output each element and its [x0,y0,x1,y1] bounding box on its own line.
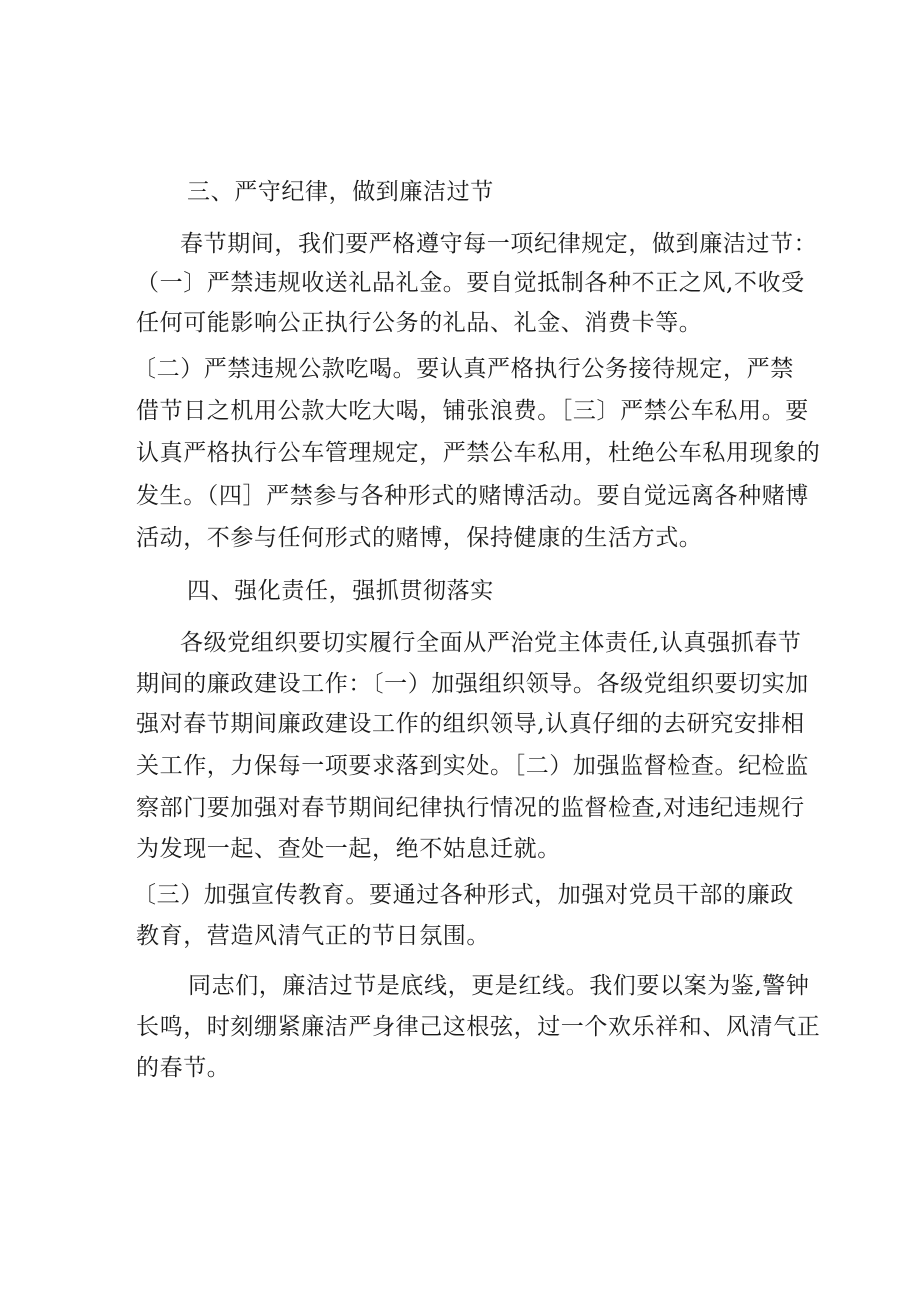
paragraph-line: 长鸣，时刻绷紧廉洁严身律己这根弦，过一个欢乐祥和、风清气正 [136,1014,821,1040]
paragraph-line: 各级党组织要切实履行全面从严治党主体责任,认真强抓春节 [180,630,802,656]
paragraph-line: 的春节。 [136,1055,231,1081]
paragraph-line: 活动，不参与任何形式的赌博，保持健康的生活方式。 [136,525,703,551]
paragraph-line: 春节期间，我们要严格遵守每一项纪律规定，做到廉洁过节： [180,231,818,257]
paragraph-line: 借节日之机用公款大吃大喝，铺张浪费。［三〕严禁公车私用。要 [136,398,809,424]
paragraph-line: 强对春节期间廉政建设工作的组织领导,认真仔细的去研究安排相 [136,711,805,737]
paragraph-line: 为发现一起、查处一起，绝不姑息迁就。 [136,836,561,862]
paragraph-line: 教育，营造风清气正的节日氛围。 [136,923,490,949]
section-heading-4: 四、强化责任，强抓贯彻落实 [187,578,494,604]
paragraph-line: 〔二）严禁违规公款吃喝。要认真严格执行公务接待规定，严禁 [133,356,794,382]
paragraph-line: 认真严格执行公车管理规定，严禁公车私用，杜绝公车私用现象的 [136,440,821,466]
paragraph-line: （一〕严禁违规收送礼品礼金。要自觉抵制各种不正之风,不收受 [136,270,805,296]
paragraph-line: 发生。（四］严禁参与各种形式的赌博活动。要自觉远离各种赌博 [136,483,809,509]
paragraph-line: 同志们，廉洁过节是底线，更是红线。我们要以案为鉴,警钟 [188,973,810,999]
paragraph-line: 期间的廉政建设工作：〔一）加强组织领导。各级党组织要切实加 [136,671,809,697]
paragraph-line: 任何可能影响公正执行公务的礼品、礼金、消费卡等。 [136,310,703,336]
paragraph-line: 关工作，力保每一项要求落到实处。［二）加强监督检查。纪检监 [136,753,809,779]
section-heading-3: 三、严守纪律，做到廉洁过节 [187,179,494,205]
paragraph-line: 察部门要加强对春节期间纪律执行情况的监督检查,对违纪违规行 [136,795,805,821]
paragraph-line: 〔三）加强宣传教育。要通过各种形式，加强对党员干部的廉政 [133,882,794,908]
